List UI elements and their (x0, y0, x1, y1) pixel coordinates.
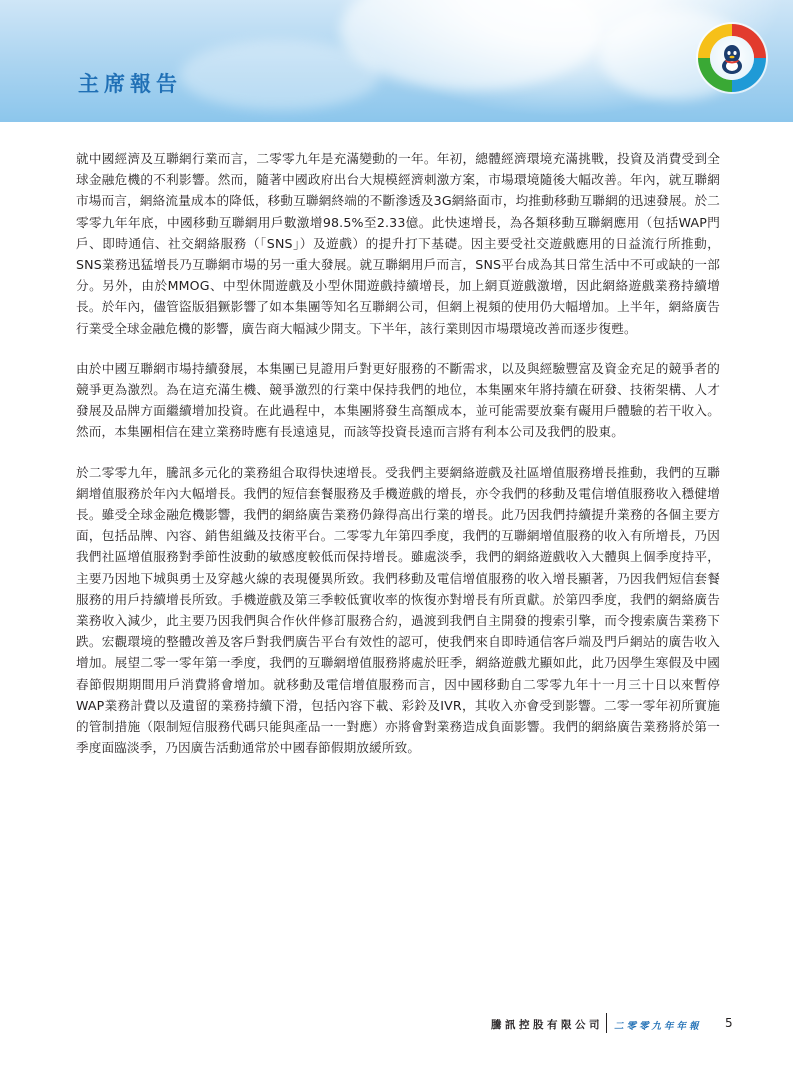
chairman-statement-body (76, 148, 720, 777)
footer-divider (606, 1013, 607, 1033)
paragraph-competition: 由於中國互聯網市場持續發展，本集團已見證用戶對更好服務的不斷需求，以及與經驗豐富及資金充足的競爭者的競爭更為激烈。為在這充滿生機、競爭激烈的行業中保持我們的地位，本集團來年將持續在研發、技術架構、人才發展及品牌方面繼續增加投資。在此過程中，本集團將發生高額成本，並可能需要放棄有礙用戶體驗的若干收入。然而，本集團相信在建立業務時應有長遠遠見，而該等投資長遠而言將有利本公司及我們的股東。 (76, 360, 720, 440)
footer-company-name: 騰訊控股有限公司 (491, 1019, 603, 1031)
page-footer (0, 1013, 793, 1037)
footer-report-title: 二零零九年年報 (614, 1021, 702, 1032)
cloud-decoration (180, 40, 380, 110)
paragraph-market-overview: 就中國經濟及互聯網行業而言，二零零九年是充滿變動的一年。年初，總體經濟環境充滿挑戰，投資及消費受到全球金融危機的不利影響。然而，隨著中國政府出台大規模經濟刺激方案，市場環境隨後大幅改善。年內，就互聯網市場而言，網絡流量成本的降低，移動互聯網終端的不斷滲透及3G網絡面市，均推動移動互聯網的迅速發展。於二零零九年年底，中國移動互聯網用戶數激增98.5%至2.33億。此快速增長，為各類移動互聯網應用（包括WAP門戶、即時通信、社交網絡服務（「SNS」）及遊戲）的提升打下基礎。因主要受社交遊戲應用的日益流行所推動，SNS業務迅猛增長乃互聯網市場的另一重大發展。就互聯網用戶而言，SNS平台成為其日常生活中不可或缺的一部分。另外，由於MMOG、中型休閒遊戲及小型休閒遊戲持續增長，加上網頁遊戲激增，因此網絡遊戲業務持續增長。於年內，儘管盜版猖獗影響了如本集團等知名互聯網公司，但網上視頻的使用仍大幅增加。上半年，網絡廣告行業受全球金融危機的影響，廣告商大幅減少開支。下半年，該行業則因市場環境改善而逐步復甦。 (76, 151, 720, 336)
page-header-banner (0, 0, 793, 122)
page-number: 5 (725, 1016, 733, 1030)
page-title: 主席報告 (78, 72, 182, 96)
paragraph-business-review: 於二零零九年，騰訊多元化的業務組合取得快速增長。受我們主要網絡遊戲及社區增值服務增長推動，我們的互聯網增值服務於年內大幅增長。我們的短信套餐服務及手機遊戲的增長，亦令我們的移動及電信增值服務收入穩健增長。雖受全球金融危機影響，我們的網絡廣告業務仍錄得高出行業的增長。此乃因我們持續提升業務的各個主要方面，包括品牌、內容、銷售組織及技術平台。二零零九年第四季度，我們的互聯網增值服務的收入有所增長，乃因我們社區增值服務對季節性波動的敏感度較低而保持增長。雖處淡季，我們的網絡遊戲收入大體與上個季度持平，主要乃因地下城與勇士及穿越火線的表現優異所致。我們移動及電信增值服務的收入增長顯著，乃因我們短信套餐服務的用戶持續增長所致。手機遊戲及第三季較低實收率的恢復亦對增長有所貢獻。於第四季度，我們的網絡廣告業務收入減少，此主要乃因我們與合作伙伴修訂服務合約，過渡到我們自主開發的搜索引擎，而令搜索廣告業務下跌。宏觀環境的整體改善及客戶對我們廣告平台有效性的認可，使我們來自即時通信客戶端及門戶網站的廣告收入增加。展望二零一零年第一季度，我們的互聯網增值服務將處於旺季，網絡遊戲尤顯如此，此乃因學生寒假及中國春節假期期間用戶消費將會增加。就移動及電信增值服務而言，因中國移動自二零零九年十一月三十日以來暫停WAP業務計費以及遺留的業務持續下滑，包括內容下載、彩鈴及IVR，其收入亦會受到影響。二零一零年初所實施的管制措施（限制短信服務代碼只能與產品一一對應）亦將會對業務造成負面影響。我們的網絡廣告業務將於第一季度面臨淡季，乃因廣告活動通常於中國春節假期放緩所致。 (76, 464, 720, 756)
tencent-logo-icon (692, 16, 772, 100)
